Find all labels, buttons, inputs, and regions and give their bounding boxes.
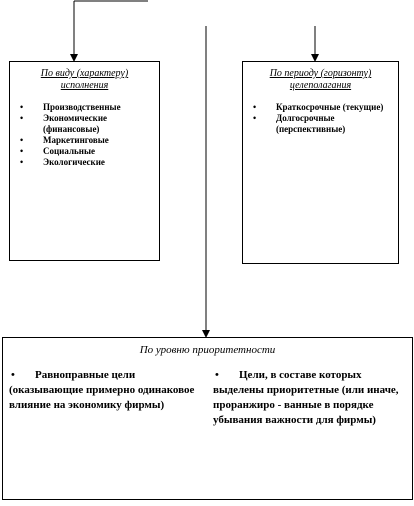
bullet-icon: • [215, 369, 219, 381]
period-box-list [249, 102, 392, 135]
priority-box [2, 337, 413, 500]
priority-left-column [9, 368, 209, 413]
list-item [213, 368, 405, 383]
bullet-icon: • [20, 135, 24, 145]
priority-left-desc: (оказывающие примерно одинаковое влияние на экономику фирмы) [9, 384, 195, 411]
type-box-list [16, 102, 153, 168]
priority-right-column [213, 368, 405, 428]
bullet-icon: • [20, 146, 24, 156]
type-box [9, 61, 160, 261]
bullet-icon: • [20, 113, 24, 123]
list-item: • Экологические [20, 157, 105, 167]
bullet-icon: • [253, 102, 257, 112]
bullet-icon: • [11, 369, 15, 381]
bullet-icon: • [20, 102, 24, 112]
priority-right-desc: выделены приоритетные (или иначе, проранжиро - ванные в порядке убывания важности для фирмы) [213, 384, 399, 426]
priority-box-title: По уровню приоритетности [139, 344, 276, 356]
bullet-icon: • [20, 157, 24, 167]
list-item: • Социальные [20, 146, 95, 156]
list-item: • Производственные [20, 102, 121, 112]
period-box [242, 61, 399, 264]
list-item [9, 368, 209, 383]
list-item: • Маркетинговые [20, 135, 109, 145]
bullet-icon: • [253, 113, 257, 123]
priority-right-head: Цели, в составе которых [239, 369, 362, 381]
list-item: • Экономические (финансовые) [20, 113, 108, 134]
list-item: • Долгосрочные (перспективные) [253, 113, 346, 134]
list-item: • Краткосрочные (текущие) [253, 102, 384, 112]
type-box-title: По виду (характеру) исполнения [40, 68, 129, 91]
period-box-title: По периоду (горизонту) целеполагания [269, 68, 372, 91]
priority-left-head: Равноправные цели [35, 369, 136, 381]
